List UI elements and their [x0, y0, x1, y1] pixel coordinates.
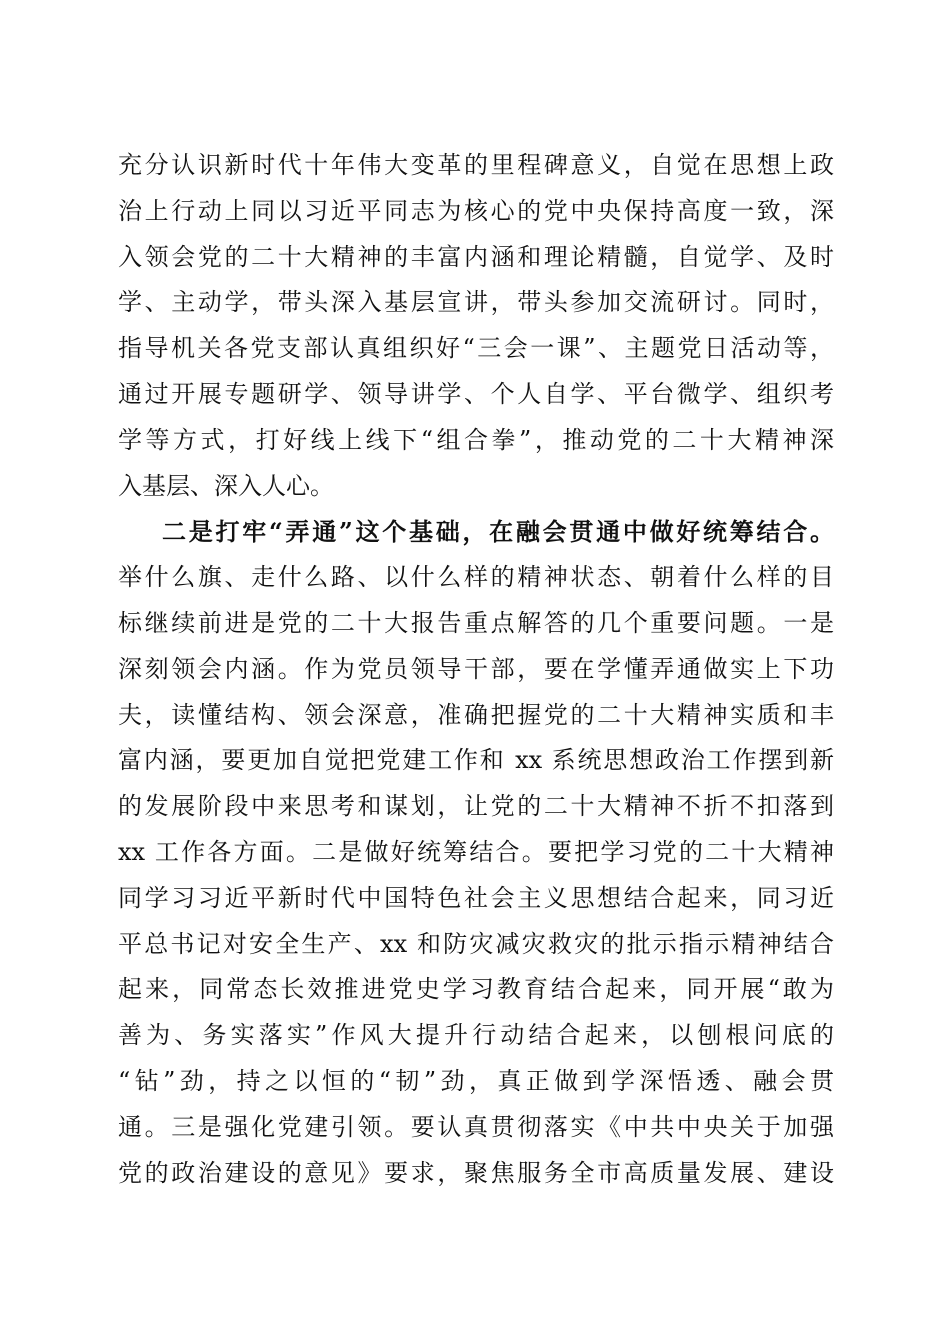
text-line: 的发展阶段中来思考和谋划，让党的二十大精神不折不扣落到: [118, 792, 834, 821]
section-heading: [118, 509, 834, 555]
text-line: 平总书记对安全生产、xx 和防灾减灾救灾的批示指示精神结合: [118, 929, 834, 958]
paragraph-1: [118, 143, 834, 509]
text-line: 党的政治建设的意见》要求，聚焦服务全市高质量发展、建设: [118, 1158, 834, 1187]
text-line: 入基层、深入人心。: [118, 471, 334, 500]
section-heading-text: 二是打牢“弄通”这个基础，在融会贯通中做好统筹结合。: [162, 517, 834, 547]
text-line: 学、主动学，带头深入基层宣讲，带头参加交流研讨。同时，: [118, 288, 834, 317]
text-line: 夫，读懂结构、领会深意，准确把握党的二十大精神实质和丰: [118, 700, 834, 729]
text-line: 学等方式，打好线上线下“组合拳”，推动党的二十大精神深: [118, 425, 834, 454]
text-line: 入领会党的二十大精神的丰富内涵和理论精髓，自觉学、及时: [118, 242, 834, 271]
text-line: 起来，同常态长效推进党史学习教育结合起来，同开展“敢为: [118, 975, 834, 1004]
text-line: 指导机关各党支部认真组织好“三会一课”、主题党日活动等，: [118, 334, 834, 363]
text-line: “钻”劲，持之以恒的“韧”劲，真正做到学深悟透、融会贯: [118, 1066, 834, 1095]
text-line: 善为、务实落实”作风大提升行动结合起来，以刨根问底的: [118, 1021, 834, 1050]
text-line: 通。三是强化党建引领。要认真贯彻落实《中共中央关于加强: [118, 1112, 834, 1141]
text-line: 富内涵，要更加自觉把党建工作和 xx 系统思想政治工作摆到新: [118, 746, 834, 775]
text-line: 标继续前进是党的二十大报告重点解答的几个重要问题。一是: [118, 608, 834, 637]
text-line: xx 工作各方面。二是做好统筹结合。要把学习党的二十大精神: [118, 837, 834, 866]
text-line: 同学习习近平新时代中国特色社会主义思想结合起来，同习近: [118, 883, 834, 912]
text-line: 深刻领会内涵。作为党员领导干部，要在学懂弄通做实上下功: [118, 654, 834, 683]
text-line: 充分认识新时代十年伟大变革的里程碑意义，自觉在思想上政: [118, 151, 834, 179]
text-line: 通过开展专题研学、领导讲学、个人自学、平台微学、组织考: [118, 379, 834, 408]
text-line: 举什么旗、走什么路、以什么样的精神状态、朝着什么样的目: [118, 563, 834, 592]
document-body: [118, 143, 834, 1196]
paragraph-2: [118, 509, 834, 1196]
text-line: 治上行动上同以习近平同志为核心的党中央保持高度一致，深: [118, 196, 834, 225]
